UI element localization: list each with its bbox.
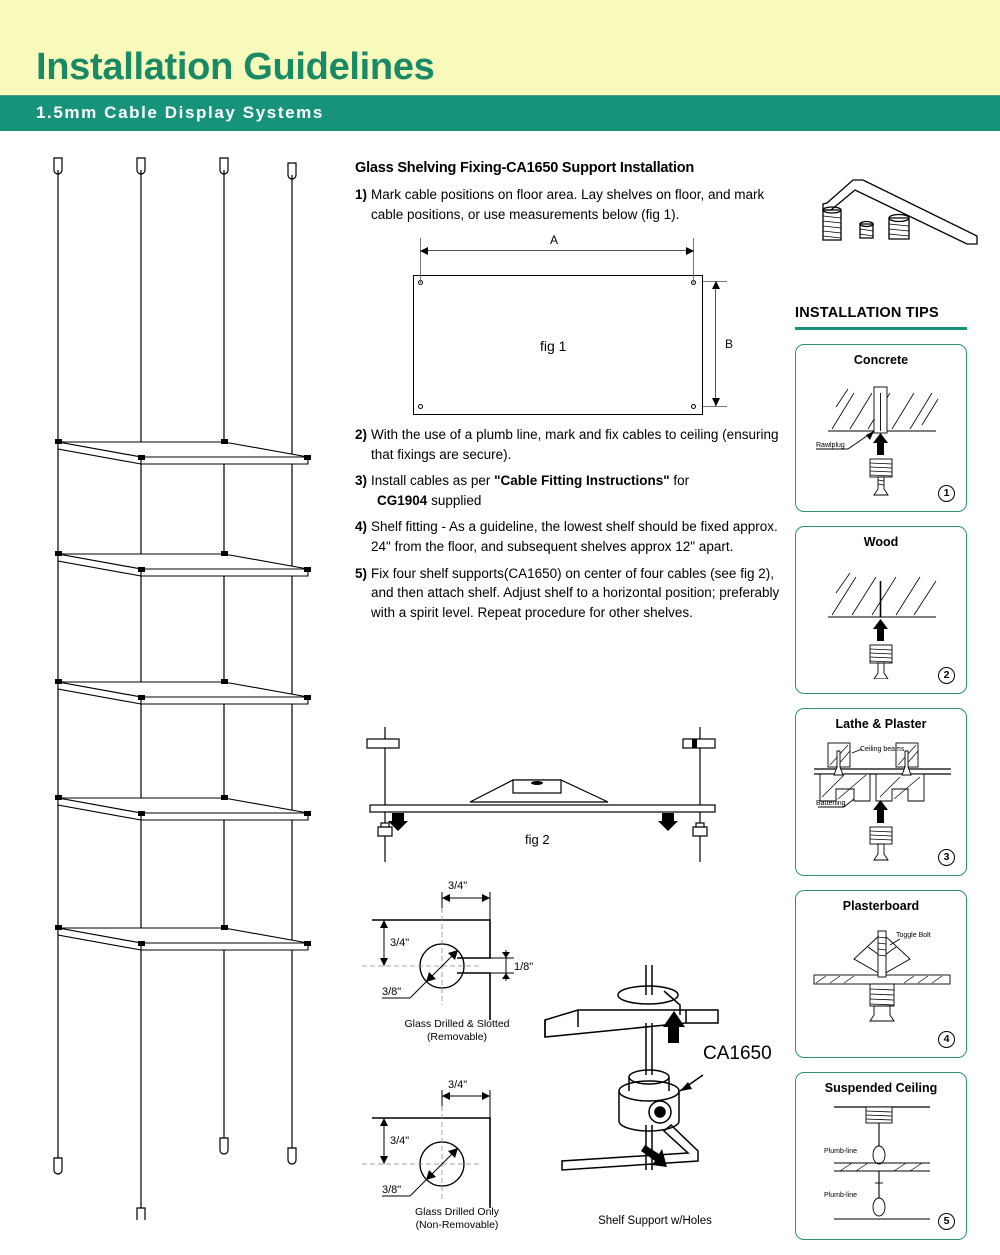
step-1-text: Mark cable positions on floor area. Lay shelves on floor, and mark cable positions, or use measurements below (fig 1). xyxy=(371,187,765,222)
tip-concrete-annotation-rawlplug: Rawlplug xyxy=(816,441,845,449)
tip-card-wood-title: Wood xyxy=(863,534,899,549)
glass-detail-1-caption-line1: Glass Drilled & Slotted xyxy=(404,1018,510,1030)
instruction-step-1 xyxy=(355,185,785,224)
instruction-step-5 xyxy=(355,564,785,623)
glass-detail-1-caption-line2: (Removable) xyxy=(426,1031,488,1044)
installation-tips-divider xyxy=(795,327,967,330)
tip-card-plasterboard-title: Plasterboard xyxy=(842,898,920,913)
ca1650-support-caption: Shelf Support w/Holes xyxy=(598,1215,712,1227)
ca1650-part-label: CA1650 xyxy=(703,1043,772,1064)
glass-detail-2-caption xyxy=(362,1206,552,1232)
instruction-steps-lower xyxy=(355,425,785,622)
fig1-dim-a-arrow-left xyxy=(420,247,428,255)
step-3-text-after: for xyxy=(669,473,690,489)
step-4-text: Shelf fitting - As a guideline, the lowest shelf should be fixed approx. 24" from the floor, and subsequent shelves approx 12" apart. xyxy=(371,519,778,554)
tip-card-lathe-plaster-title: Lathe & Plaster xyxy=(835,716,927,731)
fig2-caption-text: fig 2 xyxy=(525,832,550,847)
glass-detail-2-caption-line2: (Non-Removable) xyxy=(415,1219,499,1232)
step-3-text-bold: "Cable Fitting Instructions" xyxy=(494,473,670,489)
svg-text:3/4": 3/4" xyxy=(390,937,410,949)
step-3-text-end: supplied xyxy=(427,492,482,508)
step-3-text-before: Install cables as per xyxy=(371,473,495,489)
svg-text:3/8": 3/8" xyxy=(382,1184,402,1196)
fig1-dim-b-line xyxy=(715,281,716,406)
fig1-dim-b-label: B xyxy=(725,337,734,352)
fig2-diagram xyxy=(365,722,725,867)
step-4-number: 4) xyxy=(355,519,368,535)
svg-text:3/4": 3/4" xyxy=(390,1135,410,1147)
step-3-number: 3) xyxy=(355,473,368,489)
tip-card-lathe-plaster-number: 3 xyxy=(938,849,955,866)
tip-card-plasterboard xyxy=(795,890,967,1058)
tip-card-suspended-ceiling-title: Suspended Ceiling xyxy=(824,1080,938,1095)
step-1-number: 1) xyxy=(355,187,368,202)
tip-card-concrete-title: Concrete xyxy=(853,352,909,367)
allen-key-and-fittings-icon xyxy=(805,168,995,248)
installation-tips-title: INSTALLATION TIPS xyxy=(795,305,939,321)
cable-shelving-illustration xyxy=(20,150,350,1220)
fig1-ext-line-left xyxy=(420,238,421,283)
tip-card-plasterboard-number: 4 xyxy=(938,1031,955,1048)
step-3-product-code: CG1904 xyxy=(377,492,428,508)
tip-lathe-annotation-battening: Battening xyxy=(816,799,846,807)
main-instructions-column xyxy=(355,160,785,629)
tip-card-suspended-ceiling xyxy=(795,1072,967,1240)
tip-lathe-annotation-ceiling-beams: Ceiling beams xyxy=(860,745,905,753)
svg-text:1/8": 1/8" xyxy=(514,961,534,973)
step-5-number: 5) xyxy=(355,565,368,581)
section-heading: Glass Shelving Fixing-CA1650 Support Installation xyxy=(355,160,695,176)
fig1-dim-a-line xyxy=(420,250,694,251)
tip-suspended-annotation-plumb-line-upper: Plumb-line xyxy=(824,1147,858,1155)
instruction-step-2 xyxy=(355,425,785,464)
svg-text:3/8": 3/8" xyxy=(382,986,402,998)
tip-card-suspended-ceiling-number: 5 xyxy=(938,1213,955,1230)
fig1-ext-line-b-bottom xyxy=(703,406,727,407)
step-3-text xyxy=(371,471,785,510)
step-5-text: Fix four shelf supports(CA1650) on center of four cables (see fig 2), and then attach shelf. Adjust shelf to a horizontal position; preferably with a spirit level. Repeat procedure for other shelves. xyxy=(371,565,780,620)
tip-card-concrete xyxy=(795,344,967,512)
fig1-caption: fig 1 xyxy=(540,338,567,355)
fig1-dim-b-arrow-down xyxy=(712,398,720,406)
fig1-dim-a-label: A xyxy=(550,233,559,248)
ca1650-support-diagram xyxy=(540,965,795,1240)
tip-card-concrete-number: 1 xyxy=(938,485,955,502)
instruction-step-3 xyxy=(355,471,785,510)
fig1-ext-line-right xyxy=(693,238,694,283)
page-subtitle: 1.5mm Cable Display Systems xyxy=(36,103,324,122)
glass-detail-2-caption-line1: Glass Drilled Only xyxy=(414,1206,500,1218)
svg-text:3/4": 3/4" xyxy=(448,1080,468,1091)
tip-plasterboard-annotation-toggle-bolt: Toggle Bolt xyxy=(896,931,931,939)
glass-drilled-slotted-diagram xyxy=(362,880,552,1055)
glass-drilled-only-diagram xyxy=(362,1080,552,1255)
step-2-number: 2) xyxy=(355,427,368,443)
glass-detail-1-caption xyxy=(362,1018,552,1044)
tip-card-lathe-plaster xyxy=(795,708,967,876)
fig1-dim-b-arrow-up xyxy=(712,281,720,289)
installation-tips-sidebar xyxy=(795,305,967,1240)
fig1-diagram xyxy=(385,230,734,415)
tip-card-wood xyxy=(795,526,967,694)
instruction-step-4 xyxy=(355,517,785,556)
svg-text:3/4": 3/4" xyxy=(448,880,468,892)
tip-card-wood-number: 2 xyxy=(938,667,955,684)
tip-suspended-annotation-plumb-line-lower: Plumb-line xyxy=(824,1191,858,1199)
fig1-dim-a-arrow-right xyxy=(686,247,694,255)
page-title: Installation Guidelines xyxy=(36,46,435,88)
step-2-text: With the use of a plumb line, mark and fix cables to ceiling (ensuring that fixings are secure). xyxy=(371,427,779,462)
